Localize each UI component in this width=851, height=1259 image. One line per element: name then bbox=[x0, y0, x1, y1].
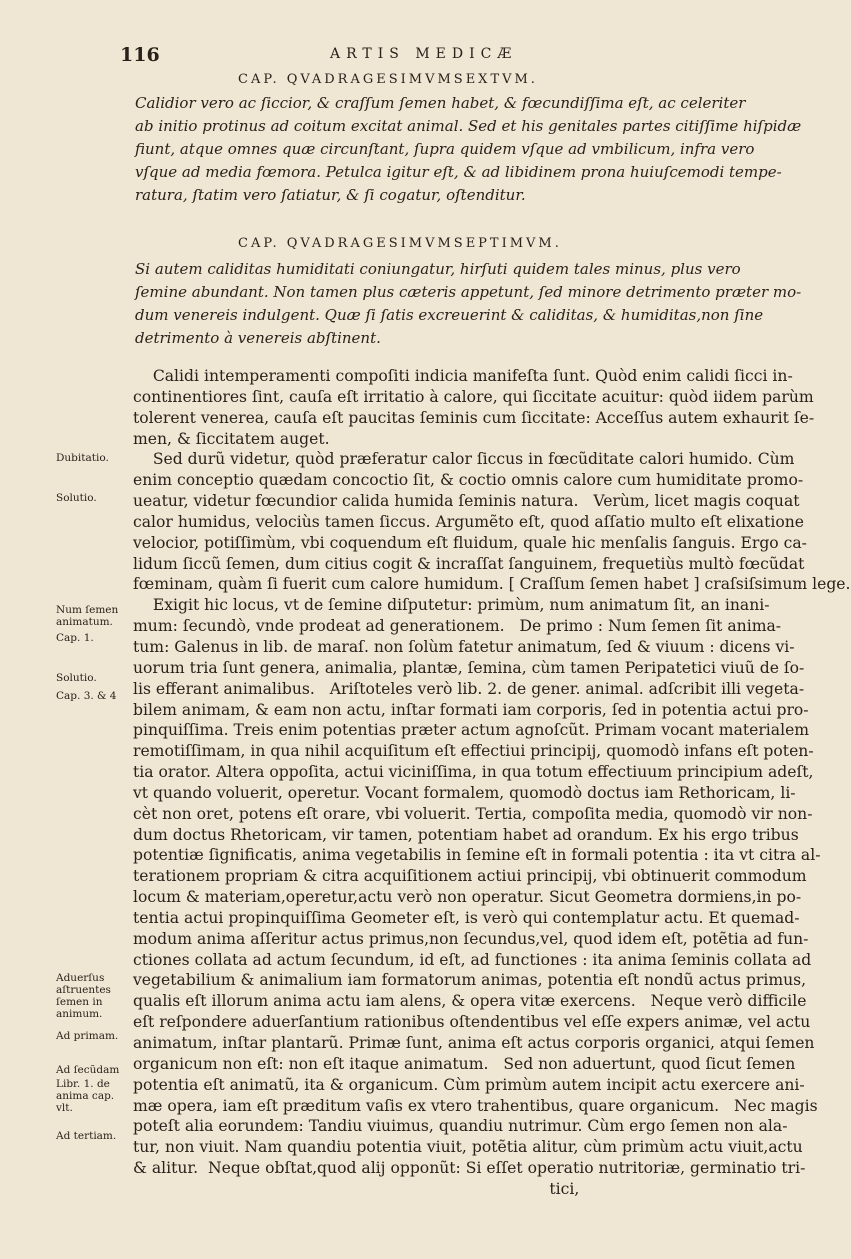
text-line: continentiores ſint, cauſa eſt irritatio à calore, qui ſiccitate acuitur: quòd iidem parùm bbox=[133, 387, 814, 406]
chapter-47-heading: CAP. QVADRAGESIMVMSEPTIMVM. bbox=[238, 236, 562, 251]
text-line: ueatur, videtur fœcundior calida humida ſeminis natura. Verùm, licet magis coquat bbox=[133, 492, 800, 511]
page-number: 116 bbox=[120, 44, 160, 66]
text-line: ratura, ſtatim vero ſatiatur, & ſi cogatur, oſtenditur. bbox=[135, 186, 526, 204]
text-line: tentia actui propinquiſſima Geometer eſt, is verò qui contemplatur actu. Et quemad- bbox=[133, 908, 800, 927]
text-line: cèt non oret, potens eſt orare, vbi voluerit. Tertia, compoſita media, quomodò vir non- bbox=[133, 804, 813, 823]
text-line: dum doctus Rhetoricam, vir tamen, potentiam habet ad orandum. Ex his ergo tribus bbox=[133, 825, 799, 844]
text-line: Sed durũ videtur, quòd præferatur calor ſiccus in fœcũditate calori humido. Cùm bbox=[133, 450, 795, 469]
chapter-47-text bbox=[135, 258, 802, 350]
text-line: remotiſſimam, in qua nihil acquiſitum eſt effectiui principij, quomodò infans eſt poten- bbox=[133, 742, 814, 761]
text-line: enim conceptio quædam concoctio ſit, & coctio omnis calore cum humiditate promo- bbox=[133, 471, 804, 490]
margin-note: Ad primam. bbox=[56, 1030, 119, 1042]
margin-note: Libr. 1. de anima cap. vlt. bbox=[56, 1078, 115, 1114]
text-line: potentiæ ſignificatis, anima vegetabilis in ſemine eſt in formali potentia : ita vt citra al- bbox=[133, 846, 821, 865]
text-line: ſemine abundant. Non tamen plus cæteris appetunt, ſed minore detrimento præter mo- bbox=[135, 283, 802, 301]
chapter-46-heading: CAP. QVADRAGESIMVMSEXTVM. bbox=[238, 72, 538, 87]
text-line: vt quando voluerit, operetur. Vocant formalem, quomodò doctus iam Rethoricam, li- bbox=[133, 783, 796, 802]
text-line: uorum tria ſunt genera, animalia, plantæ, ſemina, cùm tamen Peripatetici viuũ de ſo- bbox=[133, 658, 805, 677]
text-line: locum & materiam,operetur,actu verò non operatur. Sicut Geometra dormiens,in po- bbox=[133, 888, 802, 907]
text-line: mum: ſecundò, vnde prodeat ad generationem. De primo : Num ſemen ſit anima- bbox=[133, 617, 782, 636]
text-line: dum venereis indulgent. Quæ ſi ſatis excreuerint & caliditas, & humiditas,non ſine bbox=[135, 306, 764, 324]
margin-note: Solutio. bbox=[56, 492, 97, 504]
text-line: mæ opera, iam eſt præditum vaſis ex vtero trahentibus, quare organicum. Nec magis bbox=[133, 1096, 818, 1115]
text-line: Si autem caliditas humiditati coniungatur, hirſuti quidem tales minus, plus vero bbox=[135, 260, 741, 278]
text-line: lis efferant animalibus. Ariſtoteles verò lib. 2. de gener. animal. adſcribit illi vegeta- bbox=[133, 679, 805, 698]
text-line: tia orator. Altera oppoſita, actui viciniſſima, in qua totum effectiuum principium adeſt, bbox=[133, 763, 814, 782]
margin-note: Ad tertiam. bbox=[56, 1130, 117, 1142]
text-line: calor humidus, velociùs tamen ſiccus. Argumẽto eſt, quod aſſatio multo eſt elixatione bbox=[133, 512, 805, 531]
margin-note: Ad ſecũdam bbox=[56, 1064, 120, 1076]
text-line: vſque ad media fœmora. Petulca igitur eſt, & ad libidinem prona huiuſcemodi tempe- bbox=[135, 163, 782, 181]
text-line: tici, bbox=[133, 1179, 580, 1198]
text-line: lidum ſiccũ ſemen, dum citius cogit & incraſſat ſanguinem, frequetiùs multò fœcũdat bbox=[133, 554, 805, 573]
text-line: bilem animam, & eam non actu, inſtar formati iam corporis, ſed in potentia actui pro- bbox=[133, 700, 809, 719]
text-line: velocior, potiſſimùm, vbi coquendum eſt fluidum, quale hic menſalis ſanguis. Ergo ca- bbox=[133, 533, 807, 552]
text-line: detrimento à venereis abſtinent. bbox=[135, 329, 381, 347]
text-line: ab initio protinus ad coitum excitat animal. Sed et his genitales partes citiſſime hiſpidæ bbox=[135, 117, 802, 135]
margin-note: Cap. 1. bbox=[56, 632, 94, 644]
text-line: terationem propriam & citra acquiſitionem actiui principij, vbi obtinuerit commodum bbox=[133, 867, 807, 886]
text-line: eſt reſpondere aduerſantium rationibus oſtendentibus vel eſſe expers animæ, vel actu bbox=[133, 1013, 811, 1032]
text-line: tum: Galenus in lib. de maraſ. non ſolùm fatetur animatum, ſed & viuum : dicens vi- bbox=[133, 637, 795, 656]
text-line: poteſt alia eorundem: Tandiu viuimus, quandiu nutrimur. Cùm ergo ſemen non ala- bbox=[133, 1117, 788, 1136]
running-header bbox=[120, 44, 740, 68]
running-title: ARTIS MEDICÆ bbox=[330, 46, 518, 62]
text-line: Calidior vero ac ſiccior, & craſſum ſemen habet, & fœcundiſſima eſt, ac celeriter bbox=[135, 94, 746, 112]
text-line: vegetabilium & animalium iam formatorum animas, potentia eſt nondũ actus primus, bbox=[133, 971, 807, 990]
text-line: tur, non viuit. Nam quandiu potentia viuit, potẽtia alitur, cùm primùm actu viuit,actu bbox=[133, 1138, 803, 1157]
text-line: Calidi intemperamenti compoſiti indicia manifeſta ſunt. Quòd enim calidi ſicci in- bbox=[133, 367, 793, 385]
margin-note: Dubitatio. bbox=[56, 452, 109, 464]
margin-note: Solutio. bbox=[56, 672, 97, 684]
text-line: men, & ſiccitatem auget. bbox=[133, 429, 330, 448]
margin-note: Num ſemen animatum. bbox=[56, 604, 119, 628]
text-line: ctiones collata ad actum ſecundum, id eſt, ad functiones : ita anima ſeminis collata ad bbox=[133, 950, 812, 969]
chapter-46-text bbox=[135, 92, 802, 207]
commentary-body bbox=[133, 366, 851, 1200]
text-line: modum anima aſſeritur actus primus,non ſecundus,vel, quod idem eſt, potẽtia ad fun- bbox=[133, 929, 809, 948]
text-line: qualis eſt illorum anima actu iam alens, & opera vitæ exercens. Neque verò difficile bbox=[133, 992, 807, 1011]
text-line: tolerent venerea, cauſa eſt paucitas ſeminis cum ſiccitate: Acceſſus autem exhaurit ſe- bbox=[133, 408, 815, 427]
text-line: pinquiſſima. Treis enim potentias præter actum agnoſcũt. Primam vocant materialem bbox=[133, 721, 810, 740]
text-line: animatum, inſtar plantarũ. Primæ ſunt, anima eſt actus corporis organici, atqui ſemen bbox=[133, 1034, 815, 1052]
text-line: Exigit hic locus, vt de ſemine diſputetur: primùm, num animatum ſit, an inani- bbox=[133, 596, 770, 615]
text-line: fiunt, atque omnes quæ circunſtant, ſupra quidem vſque ad vmbilicum, infra vero bbox=[135, 140, 755, 158]
margin-note: Cap. 3. & 4 bbox=[56, 690, 117, 702]
margin-note: Aduerſus aſtruentes ſemen in animum. bbox=[56, 972, 111, 1020]
text-line: fœminam, quàm ſi fuerit cum calore humidum. [ Craſſum ſemen habet ] craſsiſsimum lege. bbox=[133, 575, 851, 594]
text-line: & alitur. Neque obſtat,quod alij opponũt: Si eſſet operatio nutritoriæ, germinatio tri- bbox=[133, 1159, 806, 1178]
text-line: organicum non eſt: non eſt itaque animatum. Sed non aduertunt, quod ſicut ſemen bbox=[133, 1054, 796, 1073]
text-line: potentia eſt animatũ, ita & organicum. Cùm primùm autem incipit actu exercere ani- bbox=[133, 1075, 805, 1094]
